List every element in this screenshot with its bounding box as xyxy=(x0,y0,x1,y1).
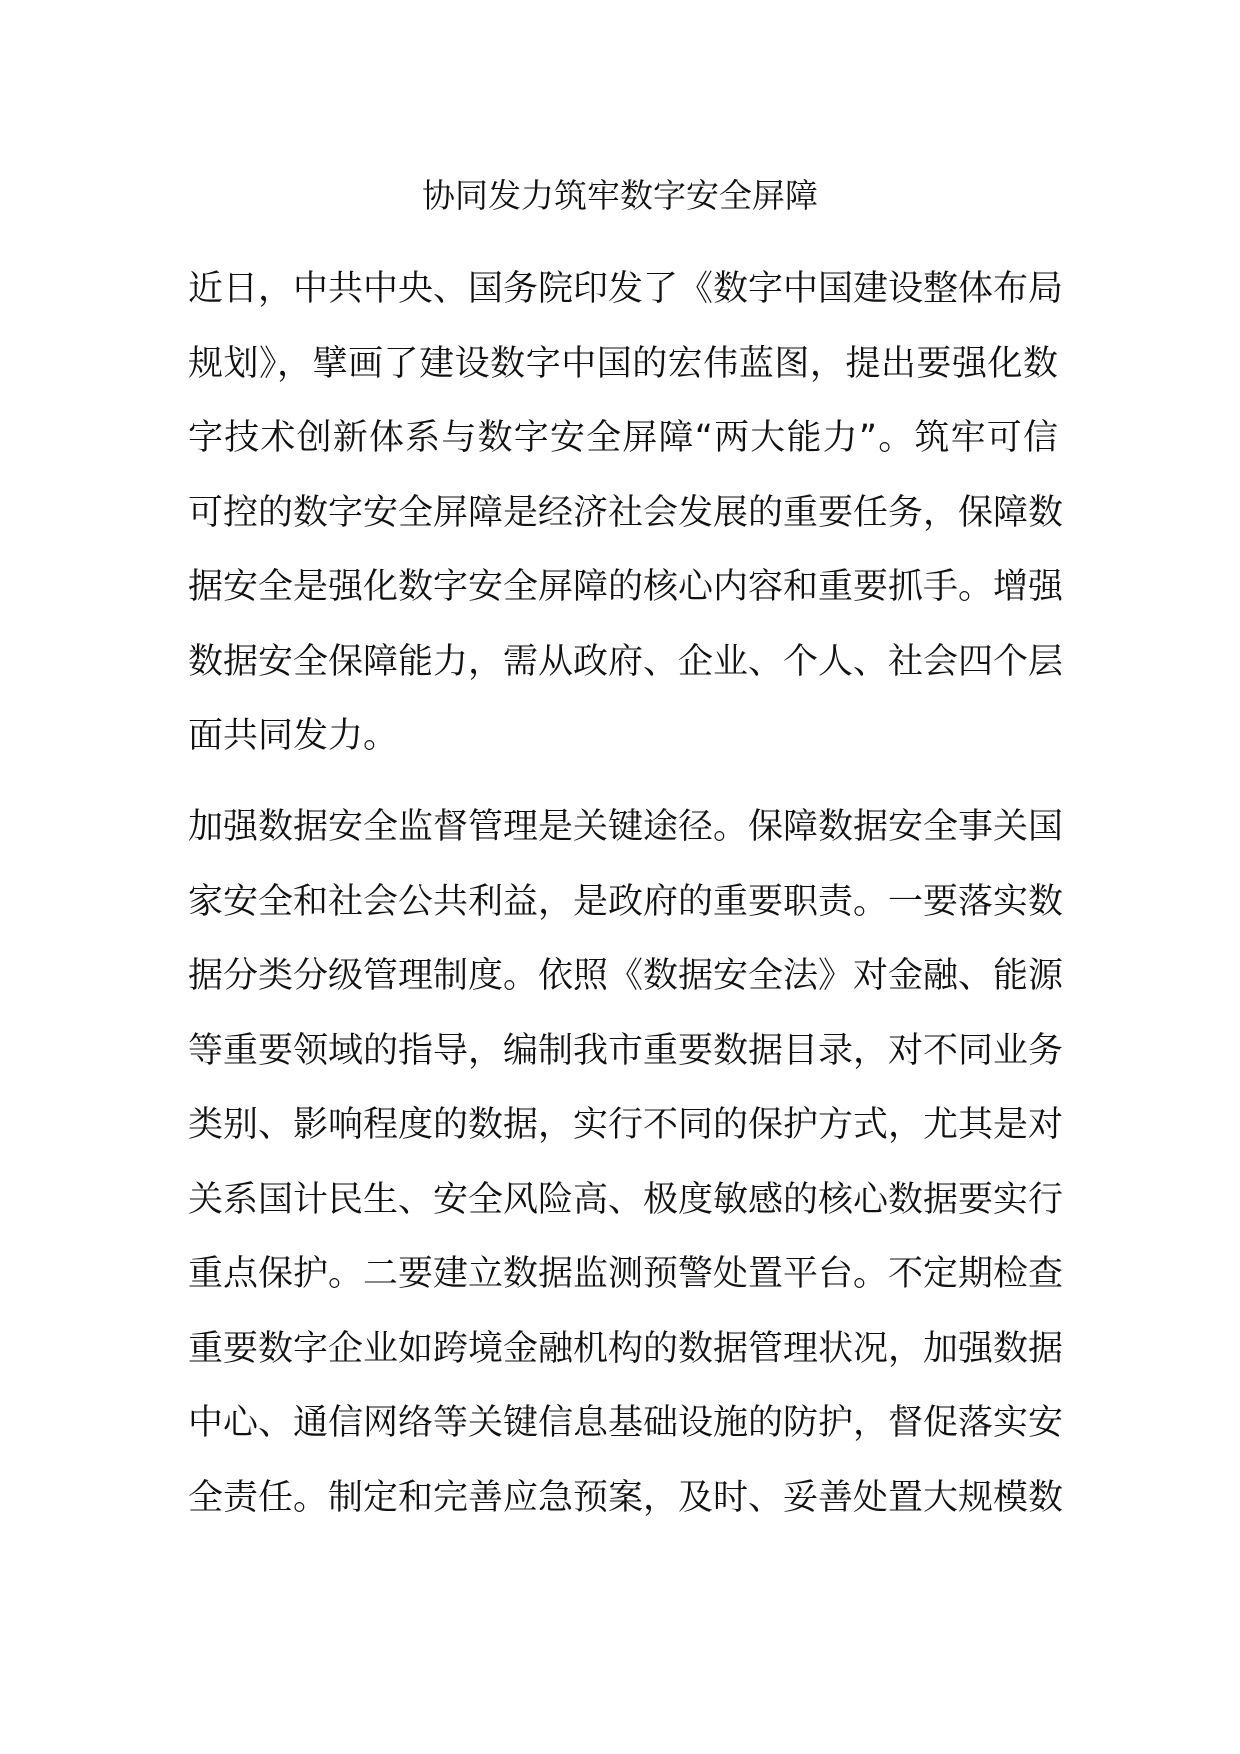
paragraph-line: 近日，中共中央、国务院印发了《数字中国建设整体布局 xyxy=(188,269,1064,309)
paragraph-line: 数据安全保障能力，需从政府、企业、个人、社会四个层 xyxy=(188,641,1064,682)
paragraph-supervision xyxy=(188,790,1064,1535)
paragraph-line: 重要数字企业如跨境金融机构的数据管理状况，加强数据 xyxy=(188,1328,1064,1369)
paragraph-line: 等重要领域的指导，编制我市重要数据目录，对不同业务 xyxy=(188,1030,1064,1071)
paragraph-line: 家安全和社会公共利益，是政府的重要职责。一要落实数 xyxy=(188,881,1064,922)
paragraph-line: 中心、通信网络等关键信息基础设施的防护，督促落实安 xyxy=(188,1403,1064,1443)
paragraph-line: 重点保护。二要建立数据监测预警处置平台。不定期检查 xyxy=(188,1254,1064,1294)
paragraph-line: 全责任。制定和完善应急预案，及时、妥善处置大规模数 xyxy=(188,1477,1064,1518)
paragraph-line: 关系国计民生、安全风险高、极度敏感的核心数据要实行 xyxy=(188,1179,1064,1220)
paragraph-line: 面共同发力。 xyxy=(188,716,399,756)
document-title: 协同发力筑牢数字安全屏障 xyxy=(422,176,818,215)
paragraph-line: 可控的数字安全屏障是经济社会发展的重要任务，保障数 xyxy=(188,492,1064,533)
paragraph-intro xyxy=(188,252,1064,774)
paragraph-line: 类别、影响程度的数据，实行不同的保护方式，尤其是对 xyxy=(188,1105,1064,1145)
paragraph-line: 规划》，擘画了建设数字中国的宏伟蓝图，提出要强化数 xyxy=(188,343,1058,384)
paragraph-line: 据安全是强化数字安全屏障的核心内容和重要抓手。增强 xyxy=(188,567,1064,607)
paragraph-line: 加强数据安全监督管理是关键途径。保障数据安全事关国 xyxy=(188,807,1064,847)
paragraph-line: 据分类分级管理制度。依照《数据安全法》对金融、能源 xyxy=(188,956,1064,996)
paragraph-line: 字技术创新体系与数字安全屏障“两大能力”。筑牢可信 xyxy=(188,418,1058,458)
